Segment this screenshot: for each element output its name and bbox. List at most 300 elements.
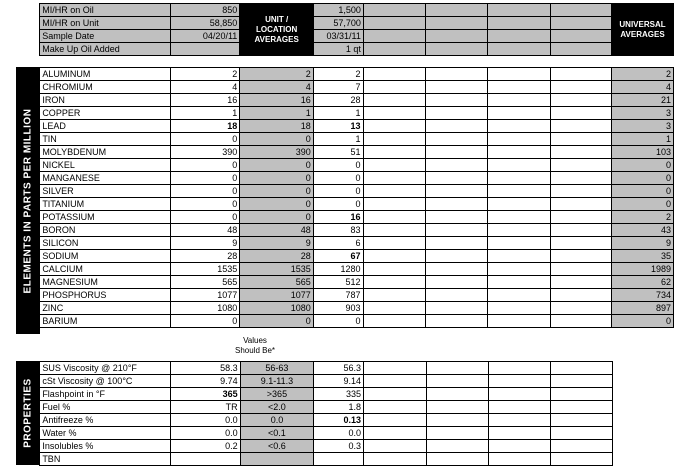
empty-cell [488, 30, 550, 43]
empty-cell [550, 185, 611, 198]
properties-table [16, 361, 674, 466]
previous-value: 1.8 [314, 401, 364, 414]
previous-value: 0 [313, 198, 363, 211]
sample-value: 0 [170, 211, 240, 224]
spacer-cell [612, 414, 674, 427]
empty-cell [426, 43, 488, 56]
sample-value: 390 [170, 146, 240, 159]
empty-cell [488, 211, 550, 224]
previous-value: 0.13 [314, 414, 364, 427]
header-table [16, 3, 674, 56]
empty-cell [550, 250, 611, 263]
empty-cell [363, 289, 425, 302]
element-name: BORON [40, 224, 170, 237]
property-name: Fuel % [40, 401, 171, 414]
empty-cell [425, 68, 487, 81]
elements-table [16, 67, 674, 328]
empty-cell [363, 198, 425, 211]
empty-cell [489, 375, 551, 388]
empty-cell [364, 414, 426, 427]
element-name: TITANIUM [40, 198, 170, 211]
empty-cell [425, 159, 487, 172]
sample-value: 1080 [170, 302, 240, 315]
universal-average-value: 0 [612, 172, 674, 185]
empty-cell [489, 401, 551, 414]
property-row [16, 453, 674, 466]
universal-average-value: 1989 [612, 263, 674, 276]
empty-cell [489, 388, 551, 401]
universal-average-value: 734 [612, 289, 674, 302]
header-row [16, 30, 674, 43]
empty-cell [550, 289, 611, 302]
empty-cell [426, 427, 488, 440]
empty-cell [425, 94, 487, 107]
previous-value: 1 [313, 107, 363, 120]
unit-average-value: 0 [240, 198, 314, 211]
universal-average-value: 0 [612, 159, 674, 172]
empty-cell [426, 401, 488, 414]
empty-cell [550, 224, 611, 237]
property-name: SUS Viscosity @ 210°F [40, 362, 171, 375]
element-name: SILVER [40, 185, 170, 198]
element-row [16, 250, 674, 263]
spacer-cell [16, 30, 40, 43]
previous-value: 0.0 [314, 427, 364, 440]
empty-cell [363, 276, 425, 289]
empty-cell [425, 302, 487, 315]
empty-cell [363, 30, 425, 43]
empty-cell [363, 263, 425, 276]
previous-value: 67 [313, 250, 363, 263]
empty-cell [364, 427, 426, 440]
previous-value: 1280 [313, 263, 363, 276]
empty-cell [363, 4, 425, 17]
previous-value: 0 [313, 315, 363, 328]
element-row [16, 159, 674, 172]
element-name: ZINC [40, 302, 170, 315]
sample-value: 850 [170, 4, 240, 17]
previous-value: 57,700 [314, 17, 364, 30]
empty-cell [551, 362, 612, 375]
sample-value: 565 [170, 276, 240, 289]
property-row [16, 362, 674, 375]
header-row [16, 17, 674, 30]
unit-average-value: 9 [240, 237, 314, 250]
spacer-cell [612, 440, 674, 453]
previous-value: 512 [313, 276, 363, 289]
element-row [16, 302, 674, 315]
previous-value: 1 qt [314, 43, 364, 56]
previous-value: 03/31/11 [314, 30, 364, 43]
spacer-cell [612, 453, 674, 466]
element-row [16, 81, 674, 94]
unit-average-value: 0 [240, 133, 314, 146]
empty-cell [550, 146, 611, 159]
should-be-value [240, 453, 314, 466]
empty-cell [425, 133, 487, 146]
unit-average-value: 1 [240, 107, 314, 120]
sample-value: 28 [170, 250, 240, 263]
empty-cell [364, 440, 426, 453]
sample-value: 9.74 [171, 375, 241, 388]
previous-value: 1 [313, 133, 363, 146]
sample-value: 2 [170, 68, 240, 81]
empty-cell [363, 43, 425, 56]
empty-cell [550, 30, 611, 43]
element-name: IRON [40, 94, 170, 107]
should-be-value: 9.1-11.3 [240, 375, 314, 388]
previous-value: 28 [313, 94, 363, 107]
previous-value: 56.3 [314, 362, 364, 375]
empty-cell [550, 17, 611, 30]
element-name: NICKEL [40, 159, 170, 172]
empty-cell [425, 172, 487, 185]
empty-cell [488, 237, 550, 250]
empty-cell [488, 198, 550, 211]
empty-cell [426, 414, 488, 427]
sample-value: 0 [170, 185, 240, 198]
empty-cell [363, 146, 425, 159]
empty-cell [488, 120, 550, 133]
empty-cell [550, 263, 611, 276]
empty-cell [425, 276, 487, 289]
empty-cell [426, 388, 488, 401]
empty-cell [488, 224, 550, 237]
sample-value: 0.0 [171, 414, 241, 427]
element-name: MOLYBDENUM [40, 146, 170, 159]
elements-side-label [16, 67, 40, 334]
previous-value: 7 [313, 81, 363, 94]
empty-cell [425, 185, 487, 198]
empty-cell [488, 146, 550, 159]
empty-cell [363, 133, 425, 146]
properties-side-label [16, 361, 40, 465]
should-be-value: 56-63 [240, 362, 314, 375]
previous-value: 2 [313, 68, 363, 81]
previous-value: 0 [313, 185, 363, 198]
should-be-value: 0.0 [240, 414, 314, 427]
empty-cell [425, 289, 487, 302]
sample-value: 0 [170, 172, 240, 185]
empty-cell [363, 250, 425, 263]
previous-value [314, 453, 364, 466]
empty-cell [489, 414, 551, 427]
empty-cell [550, 43, 611, 56]
empty-cell [425, 120, 487, 133]
sample-value: 1535 [170, 263, 240, 276]
element-name: SILICON [40, 237, 170, 250]
element-name: CALCIUM [40, 263, 170, 276]
element-name: TIN [40, 133, 170, 146]
empty-cell [425, 146, 487, 159]
empty-cell [363, 107, 425, 120]
empty-cell [425, 211, 487, 224]
header-label: MI/HR on Unit [40, 17, 170, 30]
empty-cell [488, 289, 550, 302]
spacer-cell [612, 401, 674, 414]
element-row [16, 94, 674, 107]
element-row [16, 107, 674, 120]
element-name: COPPER [40, 107, 170, 120]
header-label: Sample Date [40, 30, 170, 43]
element-row [16, 172, 674, 185]
empty-cell [550, 302, 611, 315]
header-label: MI/HR on Oil [40, 4, 170, 17]
element-name: SODIUM [40, 250, 170, 263]
sample-value: 58.3 [171, 362, 241, 375]
unit-average-value: 565 [240, 276, 314, 289]
empty-cell [550, 237, 611, 250]
empty-cell [488, 107, 550, 120]
empty-cell [364, 388, 426, 401]
element-name: BARIUM [40, 315, 170, 328]
empty-cell [363, 302, 425, 315]
empty-cell [363, 172, 425, 185]
previous-value: 16 [313, 211, 363, 224]
sample-value: 04/20/11 [170, 30, 240, 43]
property-name: TBN [40, 453, 171, 466]
empty-cell [488, 263, 550, 276]
property-row [16, 427, 674, 440]
previous-value: 13 [313, 120, 363, 133]
empty-cell [488, 68, 550, 81]
unit-average-value: 48 [240, 224, 314, 237]
empty-cell [550, 68, 611, 81]
empty-cell [550, 94, 611, 107]
empty-cell [426, 440, 488, 453]
sample-value: 9 [170, 237, 240, 250]
sample-value: 58,850 [170, 17, 240, 30]
element-row [16, 120, 674, 133]
empty-cell [551, 375, 612, 388]
empty-cell [551, 453, 612, 466]
empty-cell [550, 172, 611, 185]
sample-value [170, 43, 240, 56]
element-name: LEAD [40, 120, 170, 133]
spacer-cell [16, 43, 40, 56]
element-name: CHROMIUM [40, 81, 170, 94]
empty-cell [489, 453, 551, 466]
sample-value: 0 [170, 315, 240, 328]
empty-cell [488, 43, 550, 56]
sample-value: 1077 [170, 289, 240, 302]
sample-value: 0 [170, 198, 240, 211]
elements-label: ELEMENTS IN PARTS PER MILLION [22, 108, 34, 293]
sample-value [171, 453, 241, 466]
empty-cell [425, 107, 487, 120]
header-row [16, 43, 674, 56]
empty-cell [425, 263, 487, 276]
empty-cell [550, 107, 611, 120]
empty-cell [550, 120, 611, 133]
previous-value: 0.3 [314, 440, 364, 453]
sample-value: 1 [170, 107, 240, 120]
sample-value: TR [171, 401, 241, 414]
empty-cell [425, 250, 487, 263]
property-row [16, 388, 674, 401]
empty-cell [489, 440, 551, 453]
universal-average-value: 1 [612, 133, 674, 146]
empty-cell [363, 94, 425, 107]
sample-value: 0.0 [171, 427, 241, 440]
spacer-cell [16, 4, 40, 17]
element-row [16, 198, 674, 211]
empty-cell [363, 120, 425, 133]
previous-value: 83 [313, 224, 363, 237]
property-row [16, 375, 674, 388]
empty-cell [550, 198, 611, 211]
universal-average-value: 4 [612, 81, 674, 94]
values-should-be-header: Values Should Be* [234, 336, 276, 355]
empty-cell [426, 17, 488, 30]
sample-value: 48 [170, 224, 240, 237]
empty-cell [550, 4, 611, 17]
properties-label: PROPERTIES [22, 378, 34, 448]
empty-cell [426, 4, 488, 17]
previous-value: 9.14 [314, 375, 364, 388]
element-row [16, 315, 674, 328]
universal-average-value: 3 [612, 107, 674, 120]
empty-cell [364, 362, 426, 375]
unit-average-value: 4 [240, 81, 314, 94]
empty-cell [364, 401, 426, 414]
should-be-value: >365 [240, 388, 314, 401]
sample-value: 365 [171, 388, 241, 401]
unit-average-value: 16 [240, 94, 314, 107]
empty-cell [489, 362, 551, 375]
empty-cell [551, 427, 612, 440]
universal-averages-header: UNIVERSAL AVERAGES [612, 4, 674, 56]
property-name: cSt Viscosity @ 100°C [40, 375, 171, 388]
header-row [16, 4, 674, 17]
universal-average-value: 2 [612, 211, 674, 224]
empty-cell [488, 133, 550, 146]
element-name: MAGNESIUM [40, 276, 170, 289]
property-name: Water % [40, 427, 171, 440]
element-row [16, 289, 674, 302]
property-row [16, 440, 674, 453]
element-row [16, 211, 674, 224]
element-row [16, 185, 674, 198]
unit-average-value: 28 [240, 250, 314, 263]
empty-cell [488, 94, 550, 107]
unit-average-value: 0 [240, 159, 314, 172]
empty-cell [363, 159, 425, 172]
sample-value: 0.2 [171, 440, 241, 453]
empty-cell [363, 17, 425, 30]
empty-cell [489, 427, 551, 440]
previous-value: 335 [314, 388, 364, 401]
universal-average-value: 21 [612, 94, 674, 107]
empty-cell [363, 211, 425, 224]
empty-cell [488, 4, 550, 17]
element-name: ALUMINUM [40, 68, 170, 81]
empty-cell [425, 198, 487, 211]
empty-cell [425, 224, 487, 237]
sample-value: 18 [170, 120, 240, 133]
unit-average-value: 2 [240, 68, 314, 81]
empty-cell [488, 276, 550, 289]
element-row [16, 146, 674, 159]
sample-value: 0 [170, 159, 240, 172]
should-be-value: <0.6 [240, 440, 314, 453]
empty-cell [488, 172, 550, 185]
previous-value: 1,500 [314, 4, 364, 17]
universal-average-value: 0 [612, 198, 674, 211]
unit-location-averages-header: UNIT / LOCATION AVERAGES [240, 4, 314, 56]
universal-average-value: 0 [612, 185, 674, 198]
empty-cell [363, 315, 425, 328]
empty-cell [551, 388, 612, 401]
empty-cell [363, 81, 425, 94]
empty-cell [363, 224, 425, 237]
element-name: MANGANESE [40, 172, 170, 185]
property-name: Insolubles % [40, 440, 171, 453]
empty-cell [488, 315, 550, 328]
empty-cell [550, 315, 611, 328]
element-row [16, 237, 674, 250]
sample-value: 0 [170, 133, 240, 146]
universal-average-value: 62 [612, 276, 674, 289]
empty-cell [550, 133, 611, 146]
empty-cell [488, 81, 550, 94]
previous-value: 787 [313, 289, 363, 302]
spacer-cell [612, 375, 674, 388]
empty-cell [488, 185, 550, 198]
empty-cell [363, 68, 425, 81]
previous-value: 0 [313, 172, 363, 185]
empty-cell [364, 453, 426, 466]
previous-value: 6 [313, 237, 363, 250]
empty-cell [363, 185, 425, 198]
property-row [16, 414, 674, 427]
property-name: Flashpoint in °F [40, 388, 171, 401]
unit-average-value: 1077 [240, 289, 314, 302]
empty-cell [551, 440, 612, 453]
universal-average-value: 897 [612, 302, 674, 315]
empty-cell [426, 453, 488, 466]
previous-value: 51 [313, 146, 363, 159]
empty-cell [488, 159, 550, 172]
empty-cell [426, 30, 488, 43]
header-label: Make Up Oil Added [40, 43, 170, 56]
spacer-cell [612, 427, 674, 440]
sample-value: 4 [170, 81, 240, 94]
element-name: PHOSPHORUS [40, 289, 170, 302]
previous-value: 903 [313, 302, 363, 315]
element-row [16, 263, 674, 276]
universal-average-value: 9 [612, 237, 674, 250]
element-row [16, 68, 674, 81]
element-row [16, 276, 674, 289]
element-row [16, 133, 674, 146]
unit-average-value: 1535 [240, 263, 314, 276]
unit-average-value: 0 [240, 315, 314, 328]
empty-cell [426, 362, 488, 375]
empty-cell [550, 211, 611, 224]
spacer-cell [612, 388, 674, 401]
unit-average-value: 0 [240, 172, 314, 185]
spacer-cell [612, 362, 674, 375]
property-row [16, 401, 674, 414]
unit-average-value: 1080 [240, 302, 314, 315]
empty-cell [488, 250, 550, 263]
unit-average-value: 18 [240, 120, 314, 133]
previous-value: 0 [313, 159, 363, 172]
unit-average-value: 390 [240, 146, 314, 159]
universal-average-value: 35 [612, 250, 674, 263]
universal-average-value: 43 [612, 224, 674, 237]
